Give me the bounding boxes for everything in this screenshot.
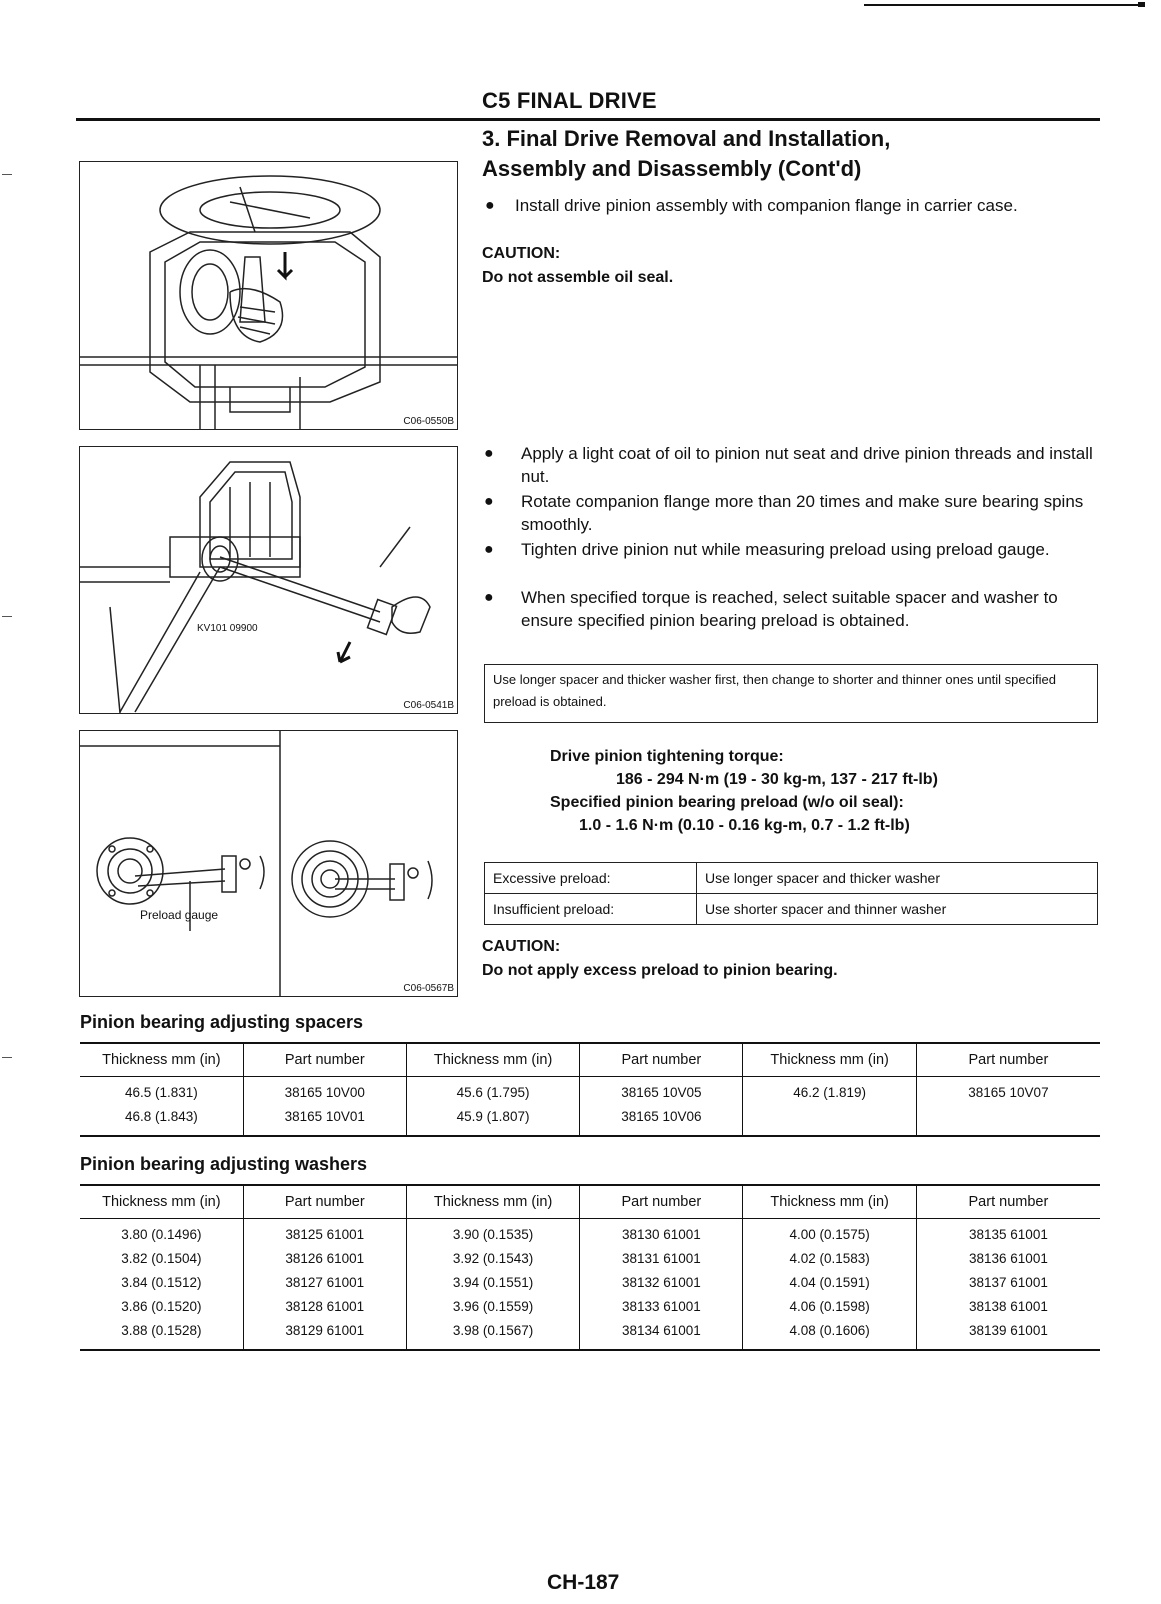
- column-header: Part number: [243, 1043, 406, 1077]
- subtitle-line-1: 3. Final Drive Removal and Installation,: [482, 126, 891, 151]
- table-cell: 45.6 (1.795): [406, 1077, 579, 1106]
- preload-value: 1.0 - 1.6 N·m (0.10 - 0.16 kg-m, 0.7 - 1.2 ft-lb): [579, 817, 910, 834]
- column-header: Thickness mm (in): [80, 1185, 243, 1219]
- step2-bullet-text: When specified torque is reached, select suitable spacer and washer to ensure specified pinion bearing preload is obtained.: [521, 588, 1058, 630]
- table-cell: 4.02 (0.1583): [743, 1247, 916, 1271]
- table-row: [80, 1295, 1100, 1319]
- table-cell: Use longer spacer and thicker washer: [697, 863, 1098, 894]
- bullet-dot-icon: ●: [484, 445, 494, 462]
- table-cell: Use shorter spacer and thinner washer: [697, 894, 1098, 925]
- note-box: Use longer spacer and thicker washer first, then change to shorter and thinner ones until specified preload is obtained.: [484, 664, 1098, 723]
- table-cell: 3.96 (0.1559): [406, 1295, 579, 1319]
- table-cell: 3.80 (0.1496): [121, 1227, 202, 1242]
- caution-heading: CAUTION:: [482, 938, 561, 955]
- spacers-table: [80, 1042, 1100, 1137]
- figure-tool-label: KV101 09900: [197, 623, 258, 634]
- preload-gauge-illustration: [80, 731, 457, 996]
- bullet-dot-icon: ●: [484, 589, 494, 606]
- column-header: Part number: [916, 1185, 1100, 1219]
- top-rule: [864, 4, 1144, 6]
- table-cell: 3.88 (0.1528): [121, 1323, 202, 1338]
- table-cell: 38134 61001: [580, 1319, 743, 1350]
- table-cell: 3.92 (0.1543): [406, 1247, 579, 1271]
- figure-preload-gauge: [79, 730, 458, 997]
- spacers-title: Pinion bearing adjusting spacers: [80, 1012, 364, 1032]
- table-cell: 38165 10V00: [243, 1077, 406, 1106]
- table-cell: 38135 61001: [916, 1219, 1100, 1248]
- table-cell: 46.8 (1.843): [124, 1109, 198, 1124]
- table-cell: Excessive preload:: [485, 863, 697, 894]
- table-row: [485, 894, 1098, 925]
- figure-code: C06-0541B: [403, 700, 454, 711]
- margin-tick: [2, 616, 12, 617]
- page-number: CH-187: [547, 1571, 620, 1594]
- column-header: Thickness mm (in): [80, 1043, 243, 1077]
- tighten-nut-illustration: [80, 447, 457, 713]
- torque-label: Drive pinion tightening torque:: [550, 748, 784, 765]
- table-cell: 4.08 (0.1606): [743, 1319, 916, 1350]
- step2-bullet-text: Tighten drive pinion nut while measuring preload using preload gauge.: [521, 540, 1050, 559]
- table-cell: 46.5 (1.831): [124, 1085, 198, 1100]
- table-row: [485, 863, 1098, 894]
- table-cell: 3.98 (0.1567): [406, 1319, 579, 1350]
- column-header: Thickness mm (in): [406, 1043, 579, 1077]
- margin-tick: [2, 1057, 12, 1058]
- column-header: Part number: [916, 1043, 1100, 1077]
- column-header: Part number: [580, 1185, 743, 1219]
- washers-table: [80, 1184, 1100, 1351]
- caution-heading: CAUTION:: [482, 245, 561, 262]
- title-rule: [76, 118, 1100, 121]
- table-header-row: [80, 1185, 1100, 1219]
- table-cell: [743, 1105, 916, 1136]
- column-header: Part number: [243, 1185, 406, 1219]
- column-header: Thickness mm (in): [743, 1043, 916, 1077]
- table-cell: 3.86 (0.1520): [121, 1299, 202, 1314]
- table-cell: 4.04 (0.1591): [743, 1271, 916, 1295]
- table-row: [80, 1105, 1100, 1136]
- table-cell: 3.82 (0.1504): [121, 1251, 202, 1266]
- table-header-row: [80, 1043, 1100, 1077]
- table-row: [80, 1247, 1100, 1271]
- table-cell: 38125 61001: [243, 1219, 406, 1248]
- table-row: [80, 1219, 1100, 1248]
- step2-bullet-4: [484, 586, 1101, 632]
- table-cell: 38136 61001: [916, 1247, 1100, 1271]
- table-cell: 38138 61001: [916, 1295, 1100, 1319]
- step2-bullet-text: Apply a light coat of oil to pinion nut seat and drive pinion threads and install nut.: [521, 444, 1093, 486]
- bullet-dot-icon: ●: [485, 197, 495, 214]
- table-row: [80, 1319, 1100, 1350]
- margin-tick: [2, 174, 12, 175]
- table-cell: 38165 10V06: [580, 1105, 743, 1136]
- bullet-dot-icon: ●: [484, 541, 494, 558]
- step2-bullet-1: [484, 442, 1101, 488]
- figure-code: C06-0567B: [403, 983, 454, 994]
- column-header: Thickness mm (in): [406, 1185, 579, 1219]
- table-cell: 38137 61001: [916, 1271, 1100, 1295]
- table-cell: 38130 61001: [580, 1219, 743, 1248]
- caution-text: Do not apply excess preload to pinion bearing.: [482, 962, 838, 979]
- table-cell: 45.9 (1.807): [406, 1105, 579, 1136]
- step1-bullet: [485, 194, 1105, 217]
- table-cell: 38165 10V05: [580, 1077, 743, 1106]
- table-cell: 38165 10V01: [243, 1105, 406, 1136]
- table-cell: 4.00 (0.1575): [743, 1219, 916, 1248]
- table-cell: 46.2 (1.819): [743, 1077, 916, 1106]
- washers-title: Pinion bearing adjusting washers: [80, 1154, 368, 1174]
- caution-text: Do not assemble oil seal.: [482, 269, 674, 286]
- step1-bullet-text: Install drive pinion assembly with companion flange in carrier case.: [515, 196, 1018, 215]
- table-cell: 38139 61001: [916, 1319, 1100, 1350]
- table-cell: 3.90 (0.1535): [406, 1219, 579, 1248]
- table-cell: 3.94 (0.1551): [406, 1271, 579, 1295]
- section-title: C5 FINAL DRIVE: [482, 88, 657, 113]
- step2-bullet-3: [484, 538, 1101, 561]
- torque-value: 186 - 294 N·m (19 - 30 kg-m, 137 - 217 ft-lb): [616, 771, 938, 788]
- table-cell: 4.06 (0.1598): [743, 1295, 916, 1319]
- figure-code: C06-0550B: [403, 416, 454, 427]
- table-cell: [916, 1105, 1100, 1136]
- table-cell: 38126 61001: [243, 1247, 406, 1271]
- top-rule-end: [1138, 2, 1145, 7]
- column-header: Thickness mm (in): [743, 1185, 916, 1219]
- table-cell: 38129 61001: [243, 1319, 406, 1350]
- column-header: Part number: [580, 1043, 743, 1077]
- table-cell: 38127 61001: [243, 1271, 406, 1295]
- figure-install-pinion: [79, 161, 458, 430]
- preload-label: Specified pinion bearing preload (w/o oil seal):: [550, 794, 904, 811]
- preload-table: [484, 862, 1098, 925]
- table-cell: Insufficient preload:: [485, 894, 697, 925]
- preload-gauge-label: Preload gauge: [140, 908, 219, 922]
- table-cell: 38165 10V07: [916, 1077, 1100, 1106]
- subtitle-line-2: Assembly and Disassembly (Cont'd): [482, 156, 862, 181]
- step2-bullet-text: Rotate companion flange more than 20 times and make sure bearing spins smoothly.: [521, 492, 1084, 534]
- step2-bullet-2: [484, 490, 1101, 536]
- table-row: [80, 1077, 1100, 1106]
- bullet-dot-icon: ●: [484, 493, 494, 510]
- figure-tighten-nut: [79, 446, 458, 714]
- table-cell: 38133 61001: [580, 1295, 743, 1319]
- table-cell: 38132 61001: [580, 1271, 743, 1295]
- pinion-install-illustration: [80, 162, 457, 429]
- table-cell: 3.84 (0.1512): [121, 1275, 202, 1290]
- table-cell: 38128 61001: [243, 1295, 406, 1319]
- page-subtitle: [482, 124, 1122, 184]
- table-cell: 38131 61001: [580, 1247, 743, 1271]
- table-row: [80, 1271, 1100, 1295]
